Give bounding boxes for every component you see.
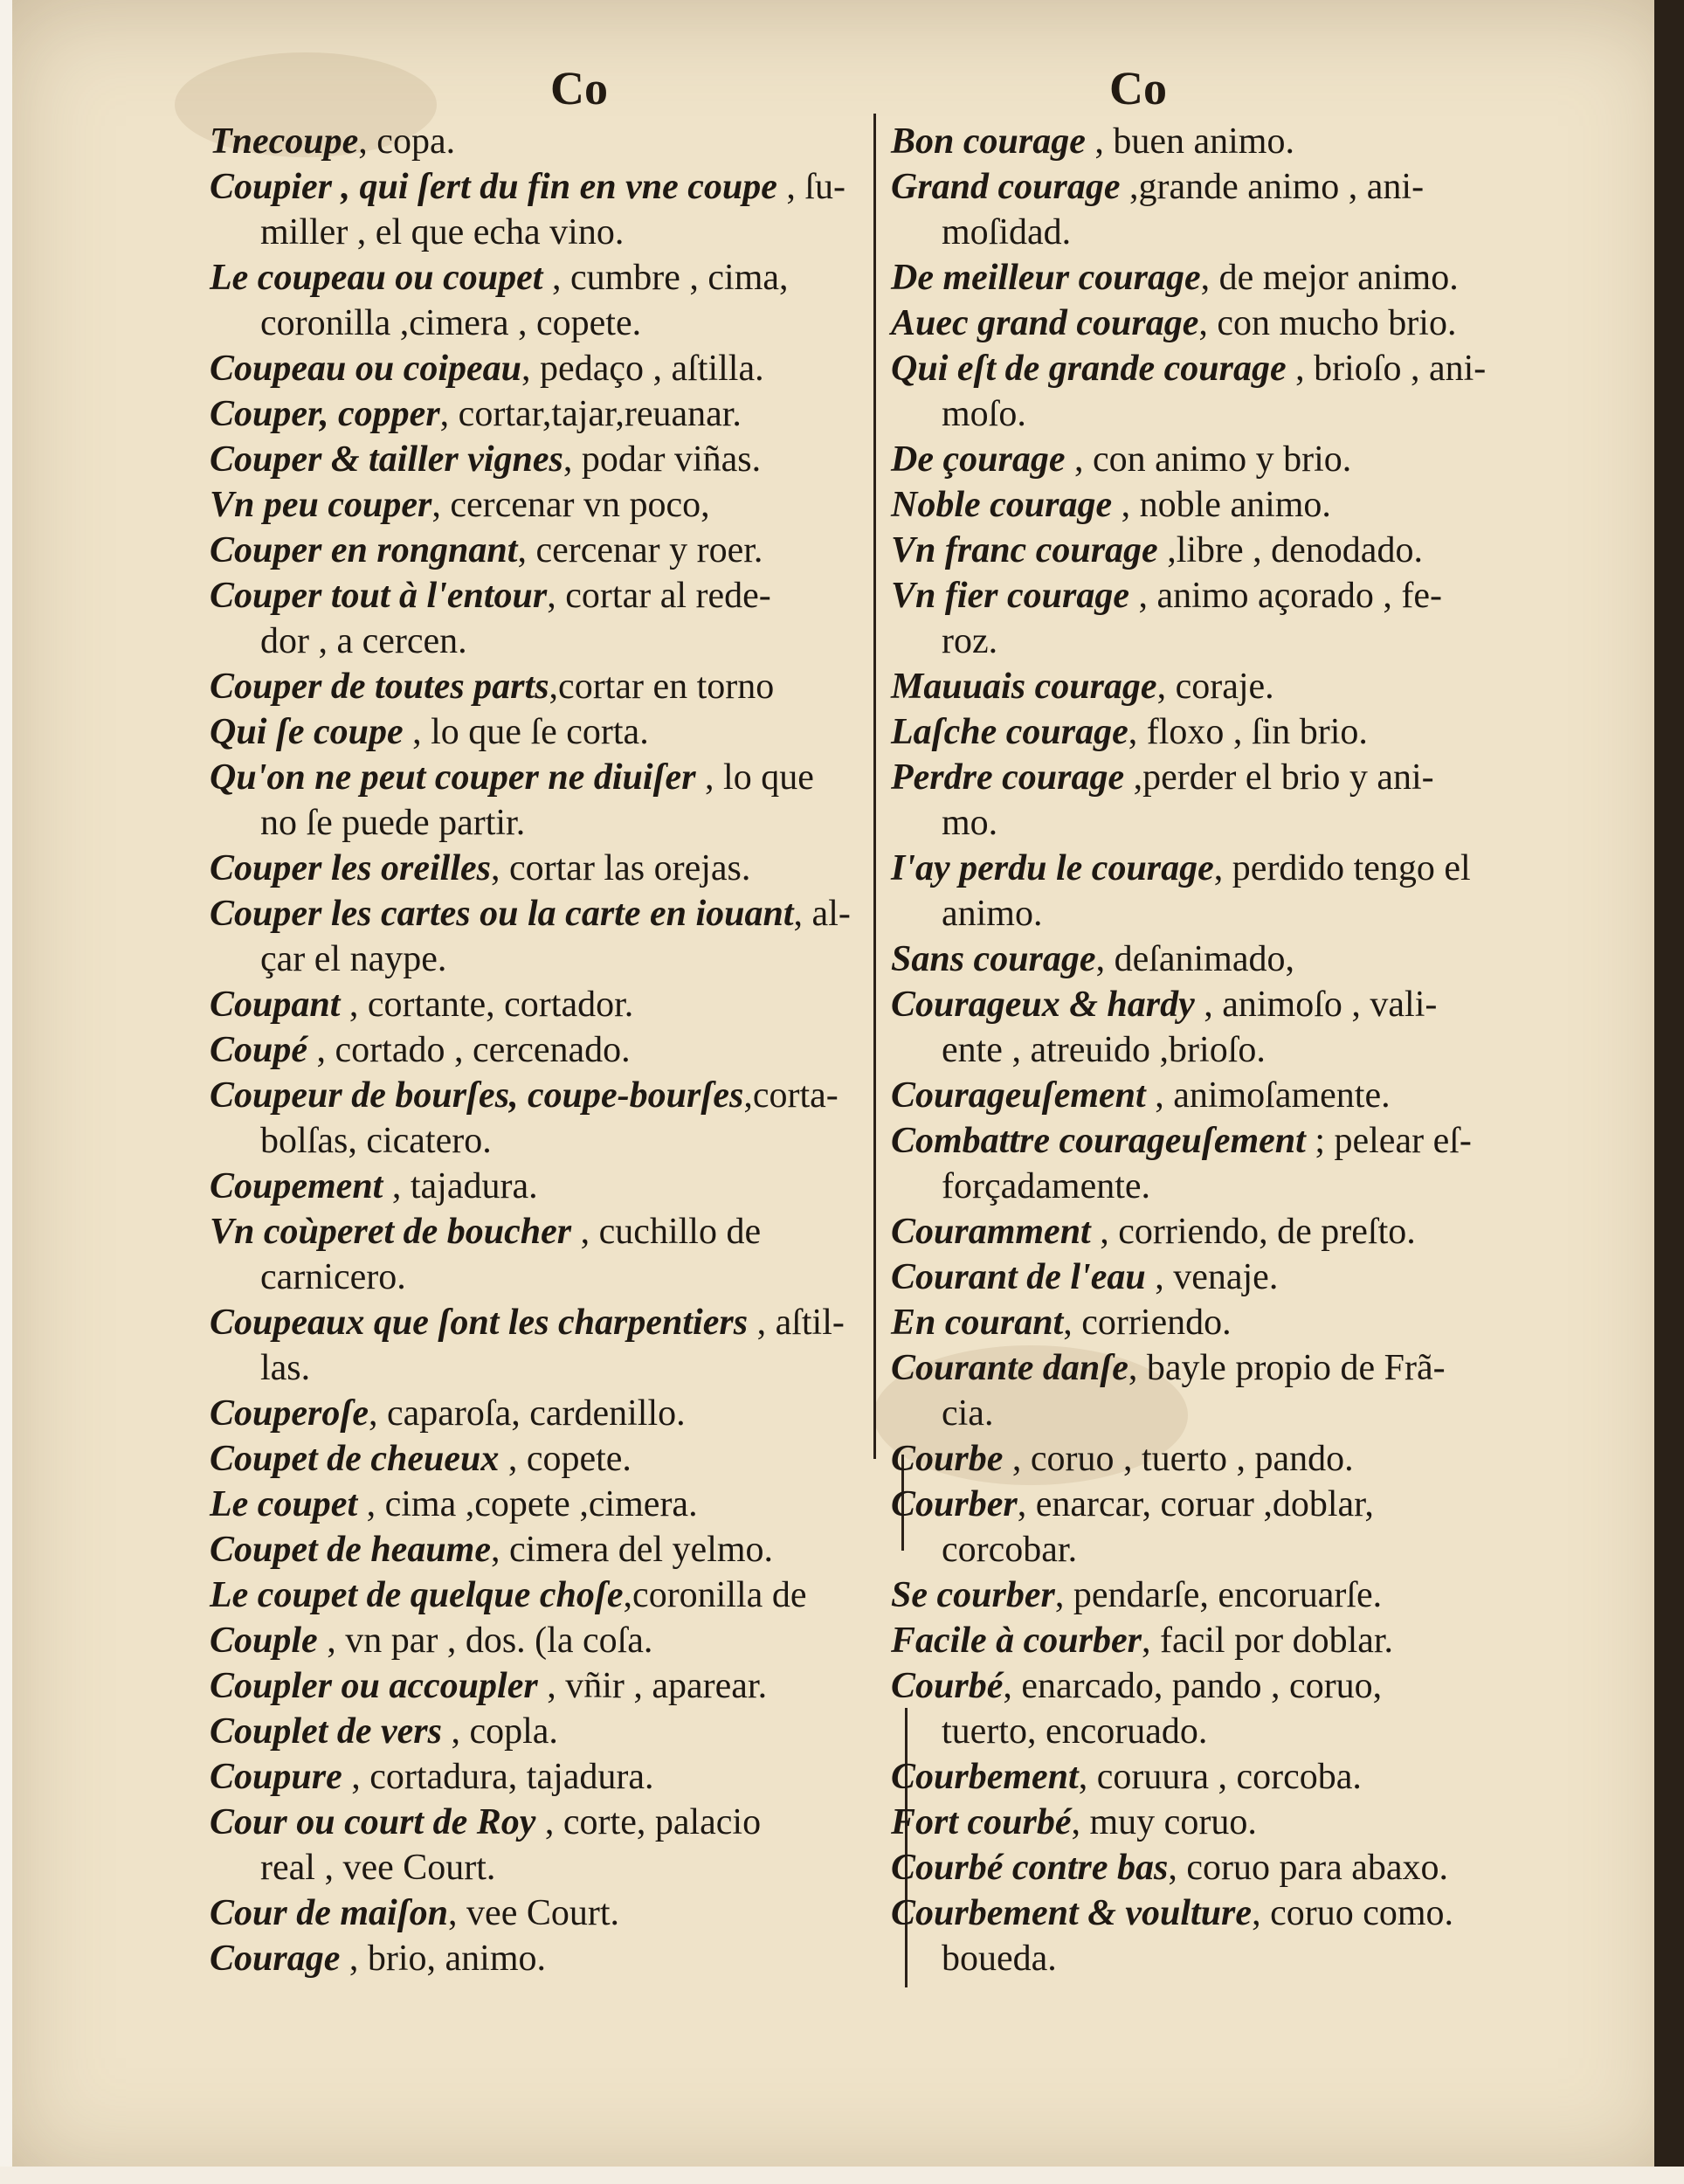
- translation: ,coronilla de: [623, 1575, 807, 1615]
- entry-continuation: [891, 1391, 1577, 1436]
- translation: , facil por doblar.: [1141, 1621, 1394, 1661]
- entry-continuation: [210, 210, 900, 255]
- translation: , cortado , cercenado.: [307, 1030, 631, 1070]
- dictionary-entry: [891, 1482, 1577, 1527]
- translation: , muy coruo.: [1071, 1802, 1257, 1842]
- entry-continuation: [210, 619, 900, 664]
- dictionary-entry: [891, 1209, 1577, 1254]
- headword: De meilleur courage: [891, 258, 1201, 298]
- left-column: [210, 119, 900, 1981]
- headword: Couramment: [891, 1212, 1091, 1252]
- headword: Coupure: [210, 1757, 342, 1797]
- translation: ,perder el brio y ani-: [1124, 757, 1434, 798]
- dictionary-entry: [210, 1936, 900, 1981]
- headword: Couper tout à l'entour: [210, 576, 548, 616]
- dictionary-entry: [210, 528, 900, 573]
- headword: Vn fier courage: [891, 576, 1129, 616]
- dictionary-entry: [210, 664, 900, 709]
- headword: Qu'on ne peut couper ne diuiſer: [210, 757, 696, 798]
- entry-continuation: [891, 1027, 1577, 1073]
- dictionary-entry: [210, 755, 900, 800]
- entry-continuation: [891, 891, 1577, 936]
- page-edge-right: [1654, 0, 1684, 2184]
- entry-continuation: [891, 1709, 1577, 1754]
- translation: , deſanimado,: [1095, 939, 1294, 979]
- translation: dor , a cercen.: [260, 621, 467, 661]
- dictionary-entry: [891, 301, 1577, 346]
- headword: Couper de toutes parts: [210, 667, 549, 707]
- translation: corcobar.: [942, 1530, 1078, 1570]
- dictionary-entry: [210, 1482, 900, 1527]
- dictionary-entry: [210, 846, 900, 891]
- translation: , vee Court.: [448, 1893, 619, 1933]
- headword: Courante danſe: [891, 1348, 1128, 1388]
- headword: Sans courage: [891, 939, 1096, 979]
- translation: , brioſo , ani-: [1286, 349, 1487, 389]
- entry-continuation: [210, 936, 900, 982]
- headword: Coupeaux que ſont les charpentiers: [210, 1303, 749, 1343]
- headword: Couple: [210, 1621, 318, 1661]
- dictionary-entry: [210, 255, 900, 301]
- headword: Coupet de cheueux: [210, 1439, 500, 1479]
- translation: , animoſo , vali-: [1194, 985, 1438, 1025]
- headword: Qui eſt de grande courage: [891, 349, 1287, 389]
- dictionary-entry: [891, 1663, 1577, 1709]
- headword: Mauuais courage: [891, 667, 1157, 707]
- headword: Coupler ou accoupler: [210, 1666, 538, 1706]
- translation: ,cortar en torno: [549, 667, 775, 707]
- headword: Couplet de vers: [210, 1711, 442, 1752]
- translation: las.: [260, 1348, 311, 1388]
- translation: , al-: [793, 894, 851, 934]
- headword: Courbe: [891, 1439, 1004, 1479]
- headword: Le coupet: [210, 1484, 358, 1524]
- headword: Courbement: [891, 1757, 1079, 1797]
- translation: animo.: [942, 894, 1043, 934]
- translation: mo.: [942, 803, 998, 843]
- headword: Couper les cartes ou la carte en iouant: [210, 894, 794, 934]
- dictionary-entry: [891, 1800, 1577, 1845]
- headword: Cour de maiſon: [210, 1893, 449, 1933]
- dictionary-entry: [210, 1391, 900, 1436]
- dictionary-entry: [210, 709, 900, 755]
- dictionary-entry: [891, 255, 1577, 301]
- headword: Facile à courber: [891, 1621, 1142, 1661]
- dictionary-entry: [891, 482, 1577, 528]
- dictionary-entry: [210, 1073, 900, 1118]
- dictionary-entry: [891, 437, 1577, 482]
- dictionary-entry: [891, 573, 1577, 619]
- dictionary-entry: [210, 1754, 900, 1800]
- translation: , enarcar, coruar ,doblar,: [1017, 1484, 1374, 1524]
- headword: Courbé: [891, 1666, 1004, 1706]
- right-column: [891, 119, 1577, 1981]
- headword: Perdre courage: [891, 757, 1125, 798]
- dictionary-entry: [210, 1890, 900, 1936]
- headword: En courant: [891, 1303, 1064, 1343]
- dictionary-entry: [210, 1572, 900, 1618]
- headword: Tnecoupe: [210, 121, 359, 162]
- dictionary-entry: [210, 1800, 900, 1845]
- headword: Grand courage: [891, 167, 1121, 207]
- headword: Vn peu couper: [210, 485, 432, 525]
- translation: , cortar,tajar,reuanar.: [439, 394, 742, 434]
- headword: Courbé contre bas: [891, 1848, 1169, 1888]
- translation: , enarcado, pando , coruo,: [1003, 1666, 1383, 1706]
- translation: , cortante, cortador.: [340, 985, 634, 1025]
- headword: Courageuſement: [891, 1075, 1146, 1116]
- headword: Courage: [210, 1939, 341, 1979]
- translation: , animoſamente.: [1145, 1075, 1391, 1116]
- dictionary-entry: [210, 982, 900, 1027]
- headword: Coupier , qui ſert du fin en vne coupe: [210, 167, 777, 207]
- translation: no ſe puede partir.: [260, 803, 526, 843]
- headword: Couper en rongnant: [210, 530, 518, 570]
- entry-continuation: [210, 301, 900, 346]
- dictionary-entry: [891, 528, 1577, 573]
- translation: , lo que: [695, 757, 814, 798]
- dictionary-entry: [891, 119, 1577, 164]
- translation: , corte, palacio: [535, 1802, 762, 1842]
- dictionary-entry: [210, 482, 900, 528]
- translation: , coruo , tuerto , pando.: [1003, 1439, 1354, 1479]
- headword: Couper & tailler vignes: [210, 439, 563, 480]
- headword: Auec grand courage: [891, 303, 1199, 343]
- headword: Vn franc courage: [891, 530, 1158, 570]
- dictionary-entry: [891, 346, 1577, 391]
- translation: , ſu-: [776, 167, 846, 207]
- entry-continuation: [891, 1527, 1577, 1572]
- headword: Le coupeau ou coupet: [210, 258, 543, 298]
- translation: ,libre , denodado.: [1157, 530, 1423, 570]
- headword: Bon courage: [891, 121, 1086, 162]
- translation: , coruo para abaxo.: [1168, 1848, 1449, 1888]
- dictionary-entry: [210, 1527, 900, 1572]
- dictionary-entry: [210, 346, 900, 391]
- translation: , copa.: [358, 121, 456, 162]
- translation: , vn par , dos. (la coſa.: [317, 1621, 653, 1661]
- translation: cia.: [942, 1393, 994, 1434]
- headword: Couperoſe: [210, 1393, 369, 1434]
- dictionary-entry: [891, 1254, 1577, 1300]
- headword: Se courber: [891, 1575, 1055, 1615]
- headword: Noble courage: [891, 485, 1113, 525]
- translation: , cercenar vn poco,: [431, 485, 710, 525]
- translation: , cercenar y roer.: [517, 530, 763, 570]
- dictionary-entry: [891, 1618, 1577, 1663]
- headword: Courant de l'eau: [891, 1257, 1146, 1297]
- entry-continuation: [210, 1345, 900, 1391]
- translation: , vñir , aparear.: [537, 1666, 768, 1706]
- headword: Qui ſe coupe: [210, 712, 404, 752]
- headword: Coupet de heaume: [210, 1530, 491, 1570]
- translation: , cortar al rede-: [547, 576, 771, 616]
- translation: , cumbre , cima,: [542, 258, 789, 298]
- headword: I'ay perdu le courage: [891, 848, 1214, 888]
- translation: forçadamente.: [942, 1166, 1151, 1206]
- headword: Coupement: [210, 1166, 383, 1206]
- dictionary-entry: [891, 164, 1577, 210]
- translation: real , vee Court.: [260, 1848, 496, 1888]
- dictionary-entry: [210, 573, 900, 619]
- translation: , pendarſe, encoruarſe.: [1054, 1575, 1383, 1615]
- running-head-left: Co: [550, 62, 608, 114]
- translation: , pedaço , aſtilla.: [521, 349, 764, 389]
- dictionary-entry: [210, 1164, 900, 1209]
- translation: , caparoſa, cardenillo.: [369, 1393, 686, 1434]
- dictionary-entry: [210, 1436, 900, 1482]
- entry-continuation: [210, 800, 900, 846]
- entry-continuation: [891, 1164, 1577, 1209]
- dictionary-entry: [210, 1300, 900, 1345]
- dictionary-entry: [210, 1618, 900, 1663]
- translation: , brio, animo.: [340, 1939, 546, 1979]
- headword: Couper, copper: [210, 394, 440, 434]
- translation: , coraje.: [1156, 667, 1274, 707]
- headword: Vn coùperet de boucher: [210, 1212, 572, 1252]
- translation: , animo açorado , fe-: [1129, 576, 1443, 616]
- translation: ente , atreuido ,brioſo.: [942, 1030, 1266, 1070]
- translation: , lo que ſe corta.: [403, 712, 649, 752]
- dictionary-entry: [210, 1027, 900, 1073]
- dictionary-entry: [891, 1754, 1577, 1800]
- translation: , cimera del yelmo.: [491, 1530, 774, 1570]
- translation: , venaje.: [1145, 1257, 1279, 1297]
- dictionary-entry: [891, 1300, 1577, 1345]
- translation: , con animo y brio.: [1065, 439, 1352, 480]
- translation: miller , el que echa vino.: [260, 212, 625, 252]
- dictionary-entry: [210, 891, 900, 936]
- dictionary-entry: [891, 846, 1577, 891]
- headword: De çourage: [891, 439, 1066, 480]
- translation: , corriendo.: [1063, 1303, 1232, 1343]
- translation: boueda.: [942, 1939, 1057, 1979]
- entry-continuation: [891, 210, 1577, 255]
- dictionary-entry: [891, 1073, 1577, 1118]
- translation: ; pelear eſ-: [1305, 1121, 1472, 1161]
- dictionary-entry: [891, 1436, 1577, 1482]
- entry-continuation: [210, 1118, 900, 1164]
- entry-continuation: [891, 800, 1577, 846]
- entry-continuation: [210, 1845, 900, 1890]
- dictionary-entry: [891, 982, 1577, 1027]
- dictionary-entry: [210, 437, 900, 482]
- translation: , copla.: [441, 1711, 558, 1752]
- translation: , de mejor animo.: [1200, 258, 1459, 298]
- dictionary-entry: [891, 936, 1577, 982]
- translation: ,grande animo , ani-: [1120, 167, 1425, 207]
- dictionary-entry: [891, 664, 1577, 709]
- translation: bolſas, cicatero.: [260, 1121, 492, 1161]
- dictionary-entry: [210, 119, 900, 164]
- headword: Cour ou court de Roy: [210, 1802, 536, 1842]
- translation: ,corta-: [743, 1075, 839, 1116]
- translation: moſidad.: [942, 212, 1072, 252]
- translation: carnicero.: [260, 1257, 406, 1297]
- entry-continuation: [891, 619, 1577, 664]
- dictionary-entry: [891, 1890, 1577, 1936]
- translation: , podar viñas.: [562, 439, 762, 480]
- headword: Le coupet de quelque choſe: [210, 1575, 624, 1615]
- translation: , buen animo.: [1085, 121, 1294, 162]
- entry-continuation: [891, 1936, 1577, 1981]
- translation: , cuchillo de: [571, 1212, 762, 1252]
- translation: , floxo , ſin brio.: [1128, 712, 1368, 752]
- entry-continuation: [891, 391, 1577, 437]
- translation: , cortar las orejas.: [491, 848, 751, 888]
- dictionary-entry: [210, 164, 900, 210]
- headword: Fort courbé: [891, 1802, 1072, 1842]
- translation: , cortadura, tajadura.: [342, 1757, 654, 1797]
- running-head-right: Co: [1109, 62, 1167, 114]
- dictionary-entry: [210, 391, 900, 437]
- dictionary-entry: [210, 1709, 900, 1754]
- translation: , coruo como.: [1252, 1893, 1454, 1933]
- entry-continuation: [210, 1254, 900, 1300]
- headword: Courber: [891, 1484, 1018, 1524]
- headword: Couper les oreilles: [210, 848, 491, 888]
- page-edge-bottom: [0, 2167, 1684, 2184]
- translation: coronilla ,cimera , copete.: [260, 303, 642, 343]
- translation: , con mucho brio.: [1198, 303, 1457, 343]
- translation: roz.: [942, 621, 998, 661]
- headword: Combattre courageuſement: [891, 1121, 1306, 1161]
- translation: , copete.: [499, 1439, 632, 1479]
- translation: moſo.: [942, 394, 1026, 434]
- translation: , coruura , corcoba.: [1078, 1757, 1362, 1797]
- dictionary-entry: [891, 709, 1577, 755]
- page-edge-left: [0, 0, 12, 2184]
- translation: çar el naype.: [260, 939, 447, 979]
- dictionary-entry: [891, 1118, 1577, 1164]
- translation: , perdido tengo el: [1213, 848, 1471, 888]
- headword: Coupeur de bourſes, coupe-bourſes: [210, 1075, 744, 1116]
- translation: , aſtil-: [748, 1303, 845, 1343]
- dictionary-entry: [891, 1845, 1577, 1890]
- dictionary-entry: [891, 1572, 1577, 1618]
- headword: Courageux & hardy: [891, 985, 1195, 1025]
- headword: Coupé: [210, 1030, 308, 1070]
- dictionary-entry: [891, 1345, 1577, 1391]
- headword: Laſche courage: [891, 712, 1128, 752]
- translation: , corriendo, de preſto.: [1090, 1212, 1416, 1252]
- translation: , noble animo.: [1112, 485, 1331, 525]
- dictionary-entry: [891, 755, 1577, 800]
- headword: Courbement & voulture: [891, 1893, 1253, 1933]
- dictionary-entry: [210, 1663, 900, 1709]
- translation: , cima ,copete ,cimera.: [357, 1484, 698, 1524]
- translation: , tajadura.: [383, 1166, 538, 1206]
- translation: tuerto, encoruado.: [942, 1711, 1208, 1752]
- dictionary-entry: [210, 1209, 900, 1254]
- headword: Coupant: [210, 985, 341, 1025]
- headword: Coupeau ou coipeau: [210, 349, 522, 389]
- translation: , bayle propio de Frã-: [1128, 1348, 1446, 1388]
